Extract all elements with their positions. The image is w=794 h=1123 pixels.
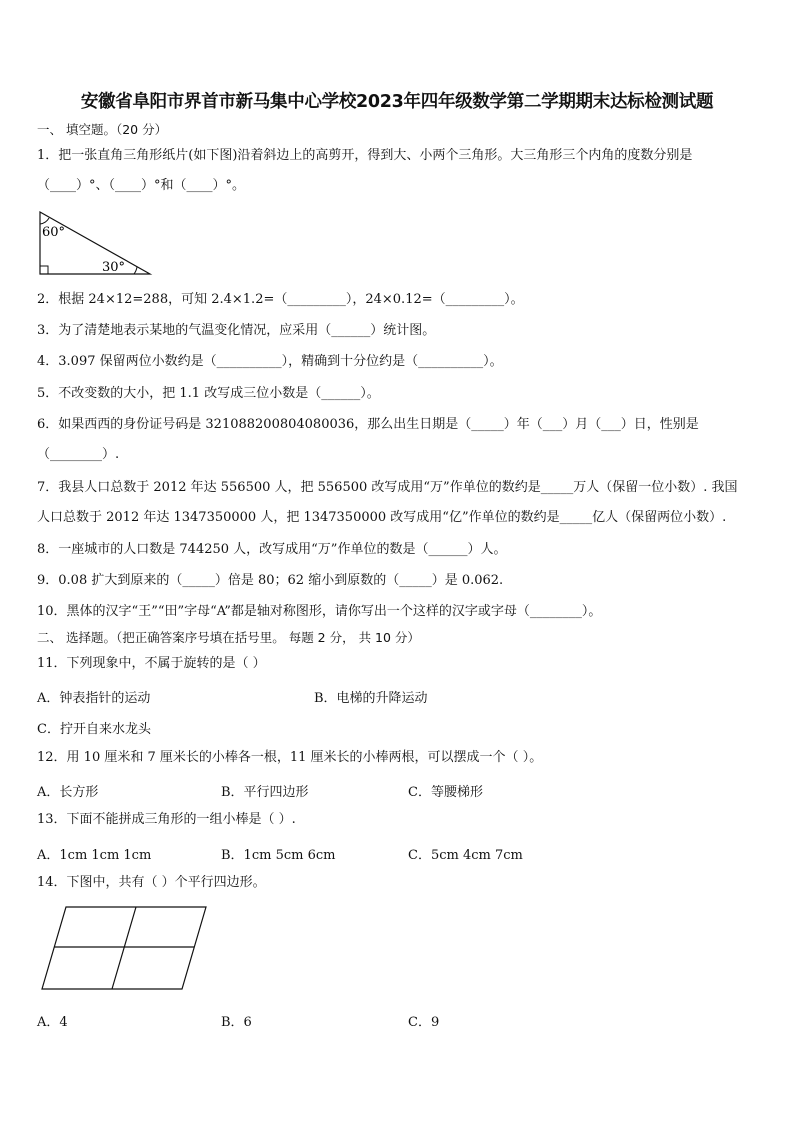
question-4: 4．3.097 保留两位小数约是（__________），精确到十分位约是（__________）。 [37, 354, 503, 369]
question-12-option-a: A．长方形 [37, 785, 99, 800]
question-8: 8．一座城市的人口数是 744250 人，改写成用“万”作单位的数是（______）人。 [37, 542, 507, 557]
angle-label-60: 60° [42, 225, 66, 240]
question-14-option-b: B．6 [221, 1015, 252, 1030]
question-10: 10．黑体的汉字“王”“田”字母“A”都是轴对称图形，请你写出一个这样的汉字或字母（________）。 [37, 604, 602, 619]
question-1-line-2: （____）°、（____）°和（____）°。 [37, 178, 246, 193]
question-2: 2．根据 24×12=288，可知 2.4×1.2=（_________），24×0.12=（_________）。 [37, 292, 524, 307]
question-12-option-c: C．等腰梯形 [408, 785, 483, 800]
section-fill-blank-heading: 一、 填空题。（20 分） [37, 122, 168, 137]
question-13-option-a: A．1cm 1cm 1cm [37, 848, 152, 863]
triangle-outline [40, 212, 150, 274]
right-triangle-figure [38, 210, 153, 276]
right-angle-mark [40, 266, 48, 274]
question-3: 3．为了清楚地表示某地的气温变化情况，应采用（______）统计图。 [37, 323, 436, 338]
question-12-option-b: B．平行四边形 [221, 785, 309, 800]
question-7-line-1: 7．我县人口总数于 2012 年达 556500 人，把 556500 改写成用“万”作单位的数约是_____万人（保留一位小数）. 我国 [37, 480, 738, 495]
question-13: 13．下面不能拼成三角形的一组小棒是（ ）. [37, 812, 296, 827]
middle-slanted-line [112, 907, 136, 989]
question-7-line-2: 人口总数于 2012 年达 1347350000 人，把 1347350000 改写成用“亿”作单位的数约是_____亿人（保留两位小数）. [37, 510, 727, 525]
question-6-line-1: 6．如果西西的身份证号码是 321088200804080036，那么出生日期是（_____）年（___）月（___）日，性别是 [37, 417, 699, 432]
bottom-angle-arc [134, 267, 137, 274]
question-14-option-c: C．9 [408, 1015, 440, 1030]
question-12: 12．用 10 厘米和 7 厘米长的小棒各一根，11 厘米长的小棒两根，可以摆成一个（ ）。 [37, 750, 543, 765]
question-14: 14．下图中，共有（ ）个平行四边形。 [37, 875, 266, 890]
question-6-line-2: （________）. [37, 447, 120, 462]
question-11-option-b: B．电梯的升降运动 [314, 691, 428, 706]
question-14-option-a: A．4 [37, 1015, 68, 1030]
question-11: 11．下列现象中，不属于旋转的是（ ） [37, 656, 266, 671]
angle-label-30: 30° [102, 260, 126, 275]
question-11-option-c: C．拧开自来水龙头 [37, 722, 151, 737]
question-5: 5．不改变数的大小，把 1.1 改写成三位小数是（______）。 [37, 386, 380, 401]
question-13-option-b: B．1cm 5cm 6cm [221, 848, 336, 863]
parallelogram-grid-figure [40, 905, 210, 991]
page-title: 安徽省阜阳市界首市新马集中心学校2023年四年级数学第二学期期末达标检测试题 [80, 92, 714, 112]
question-9: 9．0.08 扩大到原来的（_____）倍是 80；62 缩小到原数的（_____）是 0.062. [37, 573, 504, 588]
question-13-option-c: C．5cm 4cm 7cm [408, 848, 523, 863]
question-1-line-1: 1．把一张直角三角形纸片(如下图)沿着斜边上的高剪开，得到大、小两个三角形。大三角形三个内角的度数分别是 [37, 148, 693, 163]
section-choice-heading: 二、 选择题。（把正确答案序号填在括号里。 每题 2 分， 共 10 分） [37, 630, 420, 645]
top-angle-arc [40, 218, 49, 224]
question-11-option-a: A．钟表指针的运动 [37, 691, 151, 706]
